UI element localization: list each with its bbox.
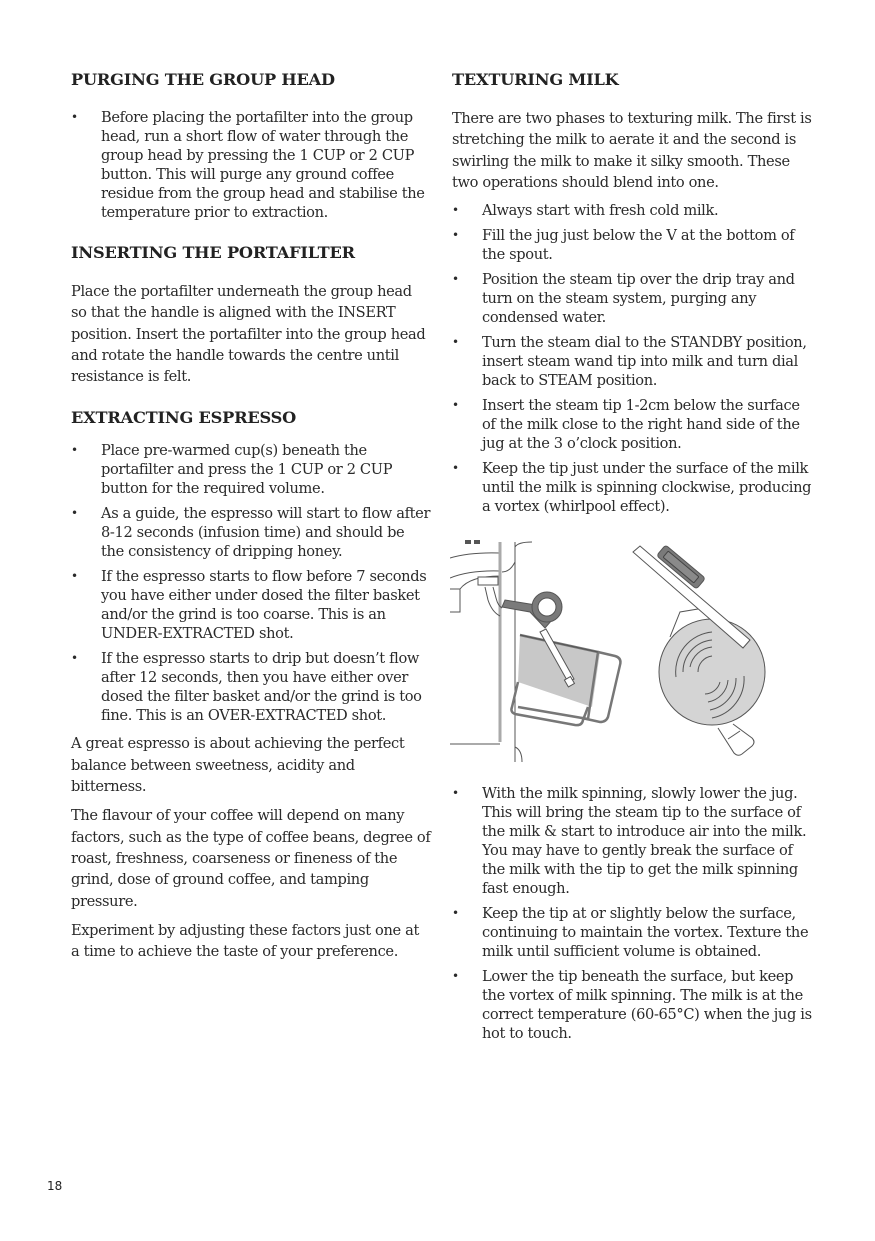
bullet-icon: •: [452, 272, 459, 287]
left-column: [71, 68, 431, 970]
heading-purging: PURGING THE GROUP HEAD: [71, 70, 335, 89]
list-item: • With the milk spinning, slowly lower the jug. This will bring the steam tip to the surface of the milk & start to introduce air into the milk. You may have to gently break the surface of the milk with the tip to get the milk spinning fast enough.: [452, 785, 807, 898]
bullet-icon: •: [452, 786, 459, 801]
list-item: • Fill the jug just below the V at the bottom of the spout.: [452, 227, 795, 264]
list-item: • Turn the steam dial to the STANDBY position, insert steam wand tip into milk and turn dial back to STEAM position.: [452, 334, 807, 390]
list-item: • If the espresso starts to flow before 7 seconds you have either under dosed the filter basket and/or the grind is too coarse. This is an UNDER-EXTRACTED shot.: [71, 568, 427, 643]
inserting-paragraph: Place the portafilter underneath the group head so that the handle is aligned with the INSERT position. Insert the portafilter into the group head and rotate the handle towards the centre until resistance is felt.: [71, 283, 426, 386]
bullet-icon: •: [71, 569, 78, 584]
heading-extracting: EXTRACTING ESPRESSO: [71, 408, 297, 428]
bullet-icon: •: [452, 906, 459, 921]
heading-inserting: INSERTING THE PORTAFILTER: [71, 243, 355, 262]
list-item: • Lower the tip beneath the surface, but keep the vortex of milk spinning. The milk is at the correct temperature (60-65°C) when the jug is hot to touch.: [452, 968, 812, 1043]
right-column: [452, 68, 812, 1051]
extracting-paragraph-experiment: Experiment by adjusting these factors just one at a time to achieve the taste of your preference.: [71, 921, 419, 961]
texturing-list-2: [452, 784, 812, 1043]
list-item: • Keep the tip just under the surface of the milk until the milk is spinning clockwise, producing a vortex (whirlpool effect).: [452, 460, 812, 516]
bullet-icon: •: [71, 443, 78, 458]
bullet-icon: •: [452, 228, 459, 243]
list-item: • Keep the tip at or slightly below the surface, continuing to maintain the vortex. Texture the milk until sufficient volume is obtained.: [452, 905, 809, 961]
list-item: • Before placing the portafilter into the group head, run a short flow of water through the group head by pressing the 1 CUP or 2 CUP button. This will purge any ground coffee residue from the group head and stabilise the temperature prior to extraction.: [71, 109, 425, 221]
bullet-icon: •: [452, 203, 459, 218]
bullet-icon: •: [71, 506, 78, 521]
list-item: • As a guide, the espresso will start to flow after 8-12 seconds (infusion time) and should be the consistency of dripping honey.: [71, 505, 431, 561]
extracting-paragraph-balance: A great espresso is about achieving the perfect balance between sweetness, acidity and bitterness.: [71, 735, 405, 796]
list-item: • Insert the steam tip 1-2cm below the surface of the milk close to the right hand side of the jug at the 3 o’clock position.: [452, 397, 800, 453]
bullet-icon: •: [452, 335, 459, 350]
extracting-paragraph-flavour: The flavour of your coffee will depend on many factors, such as the type of coffee beans, degree of roast, freshness, coarseness or fineness of the grind, dose of ground coffee, and tamping pressure.: [71, 807, 431, 910]
heading-texturing: TEXTURING MILK: [452, 70, 619, 89]
bullet-icon: •: [452, 398, 459, 413]
bullet-icon: •: [452, 969, 459, 984]
bullet-icon: •: [452, 461, 459, 476]
list-item: • Position the steam tip over the drip tray and turn on the steam system, purging any condensed water.: [452, 271, 795, 327]
texturing-list-1: [452, 201, 812, 516]
page-number: 18: [47, 1179, 63, 1193]
purging-list: [71, 108, 431, 222]
bullet-icon: •: [71, 651, 78, 666]
list-item: • If the espresso starts to drip but doesn’t flow after 12 seconds, then you have either over dosed the filter basket and/or the grind is too fine. This is an OVER-EXTRACTED shot.: [71, 650, 422, 725]
steam-wand-jug-side-illustration: [450, 540, 620, 762]
milk-texturing-figure: [450, 532, 810, 762]
list-item: • Always start with fresh cold milk.: [452, 202, 719, 220]
bullet-icon: •: [71, 110, 78, 124]
milk-jug-vortex-top-illustration: [633, 545, 765, 755]
texturing-intro: There are two phases to texturing milk. The first is stretching the milk to aerate it and the second is swirling the milk to make it silky smooth. These two operations should blend into one.: [452, 110, 812, 191]
list-item: • Place pre-warmed cup(s) beneath the portafilter and press the 1 CUP or 2 CUP button for the required volume.: [71, 442, 393, 498]
extracting-list: [71, 441, 431, 725]
